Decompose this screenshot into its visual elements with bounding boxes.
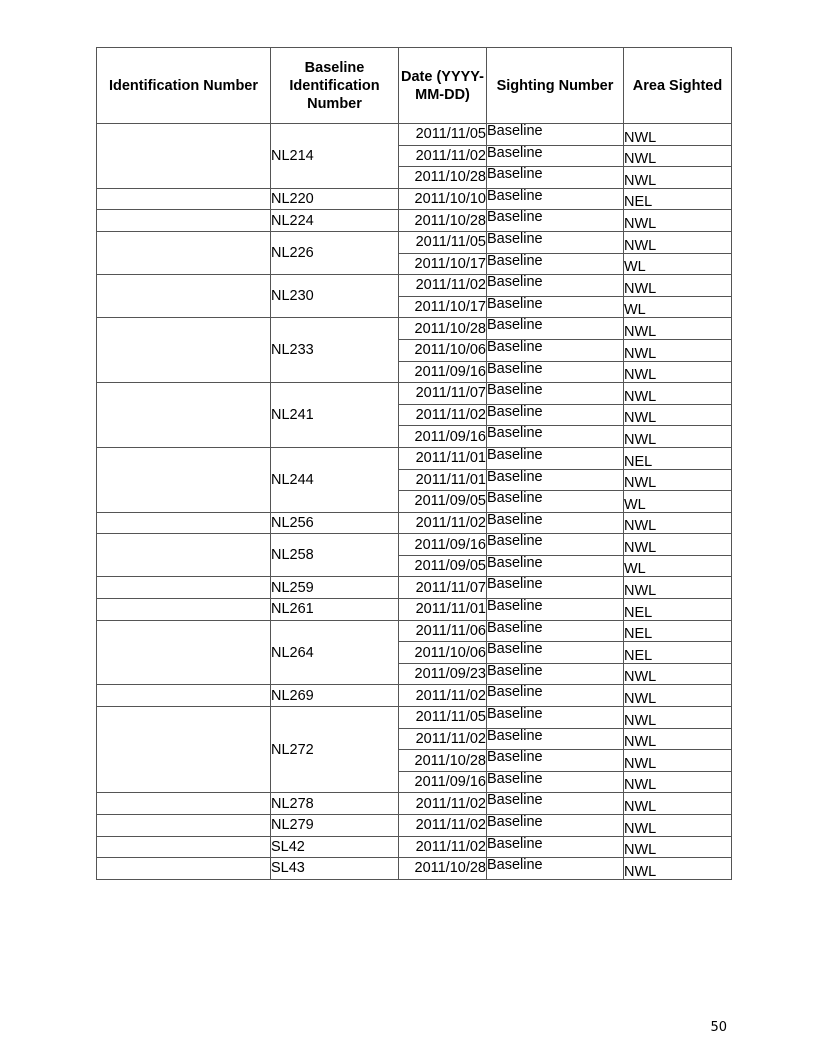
area-sighted-cell: WL <box>624 296 732 318</box>
baseline-id-cell: NL264 <box>271 620 399 685</box>
date-cell: 2011/11/02 <box>399 685 487 707</box>
area-sighted-cell: NWL <box>624 836 732 858</box>
sighting-number-cell: Baseline <box>487 836 624 858</box>
area-sighted-cell: NEL <box>624 188 732 210</box>
baseline-id-cell: NL244 <box>271 447 399 512</box>
header-identification-number: Identification Number <box>97 48 271 124</box>
identification-number-cell <box>97 620 271 685</box>
area-sighted-cell: NWL <box>624 383 732 405</box>
baseline-id-cell: NL279 <box>271 815 399 837</box>
identification-number-cell <box>97 231 271 274</box>
date-cell: 2011/10/28 <box>399 858 487 880</box>
date-cell: 2011/11/02 <box>399 836 487 858</box>
sighting-number-cell: Baseline <box>487 361 624 383</box>
area-sighted-cell: NWL <box>624 361 732 383</box>
sighting-number-cell: Baseline <box>487 318 624 340</box>
table-row <box>97 512 732 534</box>
date-cell: 2011/11/05 <box>399 231 487 253</box>
area-sighted-cell: NWL <box>624 685 732 707</box>
date-cell: 2011/11/06 <box>399 620 487 642</box>
identification-number-cell <box>97 534 271 577</box>
sighting-number-cell: Baseline <box>487 383 624 405</box>
sighting-number-cell: Baseline <box>487 469 624 491</box>
baseline-id-cell: SL43 <box>271 858 399 880</box>
sighting-number-cell: Baseline <box>487 663 624 685</box>
area-sighted-cell: NWL <box>624 663 732 685</box>
baseline-id-cell: NL233 <box>271 318 399 383</box>
area-sighted-cell: WL <box>624 253 732 275</box>
date-cell: 2011/11/02 <box>399 275 487 297</box>
sighting-number-cell: Baseline <box>487 426 624 448</box>
table-row <box>97 836 732 858</box>
identification-number-cell <box>97 836 271 858</box>
sighting-number-cell: Baseline <box>487 555 624 577</box>
sighting-number-cell: Baseline <box>487 599 624 621</box>
identification-number-cell <box>97 210 271 232</box>
area-sighted-cell: NWL <box>624 167 732 189</box>
identification-number-cell <box>97 685 271 707</box>
table-row <box>97 599 732 621</box>
sighting-number-cell: Baseline <box>487 642 624 664</box>
table-row <box>97 447 732 469</box>
sighting-number-cell: Baseline <box>487 210 624 232</box>
sighting-number-cell: Baseline <box>487 404 624 426</box>
area-sighted-cell: NWL <box>624 231 732 253</box>
header-baseline-identification-number: Baseline Identification Number <box>271 48 399 124</box>
date-cell: 2011/11/01 <box>399 447 487 469</box>
baseline-id-cell: NL278 <box>271 793 399 815</box>
sighting-number-cell: Baseline <box>487 275 624 297</box>
table-row <box>97 620 732 642</box>
identification-number-cell <box>97 793 271 815</box>
date-cell: 2011/11/07 <box>399 383 487 405</box>
table-header-row <box>97 48 732 124</box>
date-cell: 2011/11/02 <box>399 728 487 750</box>
date-cell: 2011/09/23 <box>399 663 487 685</box>
identification-number-cell <box>97 124 271 189</box>
baseline-id-cell: NL220 <box>271 188 399 210</box>
baseline-id-cell: NL261 <box>271 599 399 621</box>
area-sighted-cell: NWL <box>624 771 732 793</box>
date-cell: 2011/10/17 <box>399 253 487 275</box>
baseline-id-cell: NL272 <box>271 707 399 793</box>
header-area-sighted: Area Sighted <box>624 48 732 124</box>
date-cell: 2011/10/06 <box>399 339 487 361</box>
baseline-id-cell: SL42 <box>271 836 399 858</box>
date-cell: 2011/10/28 <box>399 318 487 340</box>
area-sighted-cell: NWL <box>624 145 732 167</box>
sighting-number-cell: Baseline <box>487 447 624 469</box>
sighting-number-cell: Baseline <box>487 577 624 599</box>
area-sighted-cell: NEL <box>624 620 732 642</box>
table-row <box>97 577 732 599</box>
area-sighted-cell: WL <box>624 491 732 513</box>
date-cell: 2011/11/02 <box>399 815 487 837</box>
area-sighted-cell: NWL <box>624 339 732 361</box>
date-cell: 2011/11/07 <box>399 577 487 599</box>
date-cell: 2011/11/02 <box>399 512 487 534</box>
identification-number-cell <box>97 858 271 880</box>
area-sighted-cell: NWL <box>624 577 732 599</box>
area-sighted-cell: NWL <box>624 426 732 448</box>
area-sighted-cell: NWL <box>624 275 732 297</box>
date-cell: 2011/09/16 <box>399 361 487 383</box>
baseline-id-cell: NL230 <box>271 275 399 318</box>
table-row <box>97 124 732 146</box>
table-body <box>97 124 732 880</box>
area-sighted-cell: NWL <box>624 793 732 815</box>
table-row <box>97 318 732 340</box>
date-cell: 2011/10/10 <box>399 188 487 210</box>
sighting-number-cell: Baseline <box>487 750 624 772</box>
date-cell: 2011/09/16 <box>399 771 487 793</box>
sighting-number-cell: Baseline <box>487 491 624 513</box>
header-date: Date (YYYY-MM-DD) <box>399 48 487 124</box>
date-cell: 2011/11/01 <box>399 469 487 491</box>
sighting-number-cell: Baseline <box>487 707 624 729</box>
identification-number-cell <box>97 447 271 512</box>
sighting-number-cell: Baseline <box>487 620 624 642</box>
table-row <box>97 534 732 556</box>
baseline-id-cell: NL224 <box>271 210 399 232</box>
header-sighting-number: Sighting Number <box>487 48 624 124</box>
sighting-number-cell: Baseline <box>487 534 624 556</box>
date-cell: 2011/10/06 <box>399 642 487 664</box>
table-row <box>97 858 732 880</box>
area-sighted-cell: NWL <box>624 210 732 232</box>
date-cell: 2011/11/02 <box>399 404 487 426</box>
date-cell: 2011/11/05 <box>399 124 487 146</box>
sighting-number-cell: Baseline <box>487 167 624 189</box>
date-cell: 2011/11/01 <box>399 599 487 621</box>
area-sighted-cell: NWL <box>624 469 732 491</box>
sighting-number-cell: Baseline <box>487 231 624 253</box>
sighting-number-cell: Baseline <box>487 728 624 750</box>
identification-number-cell <box>97 188 271 210</box>
baseline-id-cell: NL214 <box>271 124 399 189</box>
baseline-id-cell: NL226 <box>271 231 399 274</box>
identification-number-cell <box>97 815 271 837</box>
sighting-number-cell: Baseline <box>487 124 624 146</box>
identification-number-cell <box>97 512 271 534</box>
sighting-number-cell: Baseline <box>487 815 624 837</box>
identification-number-cell <box>97 577 271 599</box>
baseline-id-cell: NL259 <box>271 577 399 599</box>
table-row <box>97 188 732 210</box>
date-cell: 2011/09/05 <box>399 491 487 513</box>
table-row <box>97 815 732 837</box>
area-sighted-cell: NWL <box>624 534 732 556</box>
table-row <box>97 231 732 253</box>
area-sighted-cell: NWL <box>624 815 732 837</box>
sightings-table <box>96 47 732 880</box>
identification-number-cell <box>97 707 271 793</box>
table-row <box>97 210 732 232</box>
date-cell: 2011/10/17 <box>399 296 487 318</box>
area-sighted-cell: NEL <box>624 599 732 621</box>
date-cell: 2011/11/05 <box>399 707 487 729</box>
identification-number-cell <box>97 318 271 383</box>
table-row <box>97 707 732 729</box>
area-sighted-cell: NWL <box>624 124 732 146</box>
sighting-number-cell: Baseline <box>487 253 624 275</box>
sighting-number-cell: Baseline <box>487 512 624 534</box>
date-cell: 2011/09/16 <box>399 534 487 556</box>
area-sighted-cell: NWL <box>624 728 732 750</box>
date-cell: 2011/09/05 <box>399 555 487 577</box>
page-number: 50 <box>710 1020 727 1035</box>
date-cell: 2011/11/02 <box>399 145 487 167</box>
baseline-id-cell: NL269 <box>271 685 399 707</box>
baseline-id-cell: NL256 <box>271 512 399 534</box>
table-row <box>97 383 732 405</box>
area-sighted-cell: NWL <box>624 318 732 340</box>
table-row <box>97 275 732 297</box>
area-sighted-cell: WL <box>624 555 732 577</box>
area-sighted-cell: NWL <box>624 707 732 729</box>
date-cell: 2011/10/28 <box>399 167 487 189</box>
area-sighted-cell: NWL <box>624 512 732 534</box>
area-sighted-cell: NWL <box>624 858 732 880</box>
date-cell: 2011/10/28 <box>399 210 487 232</box>
baseline-id-cell: NL258 <box>271 534 399 577</box>
sighting-number-cell: Baseline <box>487 296 624 318</box>
sighting-number-cell: Baseline <box>487 771 624 793</box>
area-sighted-cell: NEL <box>624 642 732 664</box>
identification-number-cell <box>97 383 271 448</box>
sighting-number-cell: Baseline <box>487 145 624 167</box>
table-row <box>97 793 732 815</box>
area-sighted-cell: NWL <box>624 750 732 772</box>
date-cell: 2011/11/02 <box>399 793 487 815</box>
area-sighted-cell: NWL <box>624 404 732 426</box>
sighting-number-cell: Baseline <box>487 188 624 210</box>
sighting-number-cell: Baseline <box>487 339 624 361</box>
sighting-number-cell: Baseline <box>487 858 624 880</box>
identification-number-cell <box>97 599 271 621</box>
baseline-id-cell: NL241 <box>271 383 399 448</box>
sighting-number-cell: Baseline <box>487 685 624 707</box>
date-cell: 2011/09/16 <box>399 426 487 448</box>
identification-number-cell <box>97 275 271 318</box>
date-cell: 2011/10/28 <box>399 750 487 772</box>
area-sighted-cell: NEL <box>624 447 732 469</box>
sighting-number-cell: Baseline <box>487 793 624 815</box>
table-row <box>97 685 732 707</box>
